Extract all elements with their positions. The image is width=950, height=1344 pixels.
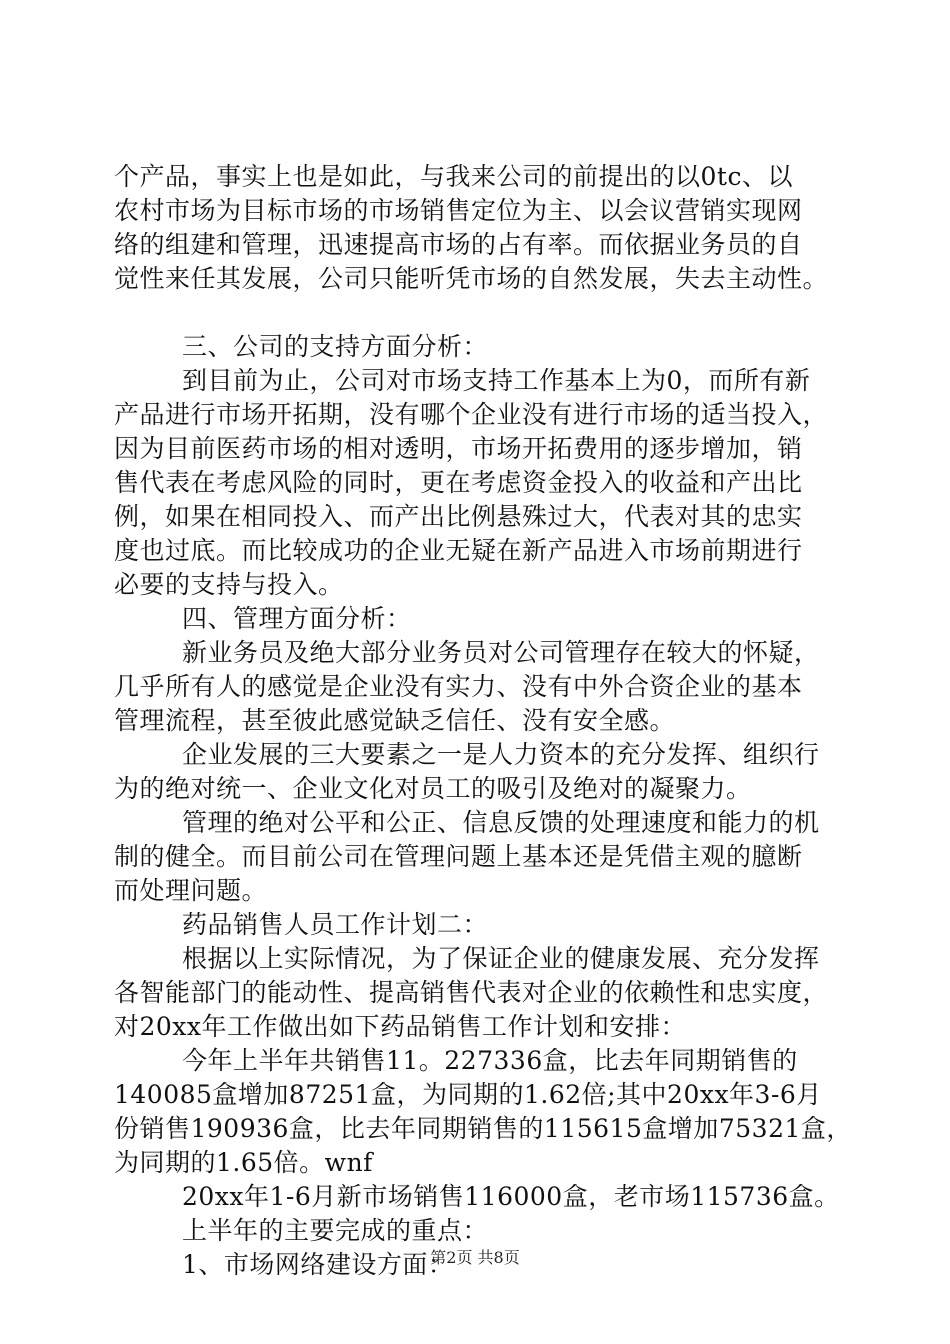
paragraph-line: 新业务员及绝大部分业务员对公司管理存在较大的怀疑， xyxy=(182,638,820,667)
paragraph-line: 140085盒增加87251盒，为同期的1.62倍;其中20xx年3-6月 xyxy=(114,1080,822,1109)
paragraph-line: 各智能部门的能动性、提高销售代表对企业的依赖性和忠实度， xyxy=(114,978,829,1007)
paragraph-line: 管理的绝对公平和公正、信息反馈的处理速度和能力的机 xyxy=(182,808,820,837)
paragraph-line: 因为目前医药市场的相对透明，市场开拓费用的逐步增加，销 xyxy=(114,434,803,463)
section-heading: 四、管理方面分析： xyxy=(182,604,412,633)
paragraph-line: 份销售190936盒，比去年同期销售的115615盒增加75321盒， xyxy=(114,1114,852,1143)
paragraph-line: 今年上半年共销售11。227336盒，比去年同期销售的 xyxy=(182,1046,798,1075)
paragraph-gap xyxy=(114,296,854,330)
paragraph-line: 售代表在考虑风险的同时，更在考虑资金投入的收益和产出比 xyxy=(114,468,803,497)
paragraph-line: 农村市场为目标市场的市场销售定位为主、以会议营销实现网 xyxy=(114,196,803,225)
paragraph-line: 管理流程，甚至彼此感觉缺乏信任、没有安全感。 xyxy=(114,706,676,735)
paragraph-line: 络的组建和管理，迅速提高市场的占有率。而依据业务员的自 xyxy=(114,230,803,259)
paragraph-line: 20xx年1-6月新市场销售116000盒，老市场115736盒。 xyxy=(182,1182,840,1211)
paragraph-line: 个产品，事实上也是如此，与我来公司的前提出的以0tc、以 xyxy=(114,162,793,191)
paragraph-line: 为的绝对统一、企业文化对员工的吸引及绝对的凝聚力。 xyxy=(114,774,752,803)
paragraph-line: 企业发展的三大要素之一是人力资本的充分发挥、组织行 xyxy=(182,740,820,769)
section-heading: 三、公司的支持方面分析： xyxy=(182,332,489,361)
paragraph-line: 到目前为止，公司对市场支持工作基本上为0，而所有新 xyxy=(182,366,811,395)
paragraph-line: 几乎所有人的感觉是企业没有实力、没有中外合资企业的基本 xyxy=(114,672,803,701)
page-number-label: 第2页 共8页 xyxy=(430,1248,520,1267)
paragraph-line: 为同期的1.65倍。wnf xyxy=(114,1148,373,1177)
section-heading: 上半年的主要完成的重点： xyxy=(182,1216,489,1245)
paragraph-line: 必要的支持与投入。 xyxy=(114,570,344,599)
paragraph-line: 根据以上实际情况，为了保证企业的健康发展、充分发挥 xyxy=(182,944,820,973)
paragraph-line: 觉性来任其发展，公司只能听凭市场的自然发展，失去主动性。 xyxy=(114,264,829,293)
paragraph-line: 制的健全。而目前公司在管理问题上基本还是凭借主观的臆断 xyxy=(114,842,803,871)
paragraph-line: 对20xx年工作做出如下药品销售工作计划和安排： xyxy=(114,1012,687,1041)
paragraph-line: 而处理问题。 xyxy=(114,876,268,905)
paragraph-line: 例，如果在相同投入、而产出比例悬殊过大，代表对其的忠实 xyxy=(114,502,803,531)
section-heading: 药品销售人员工作计划二： xyxy=(182,910,489,939)
paragraph-line: 产品进行市场开拓期，没有哪个企业没有进行市场的适当投入， xyxy=(114,400,829,429)
section-heading: 1、市场网络建设方面： xyxy=(182,1250,454,1279)
document-body xyxy=(114,160,854,1282)
page-footer xyxy=(0,1245,950,1268)
paragraph-line: 度也过底。而比较成功的企业无疑在新产品进入市场前期进行 xyxy=(114,536,803,565)
